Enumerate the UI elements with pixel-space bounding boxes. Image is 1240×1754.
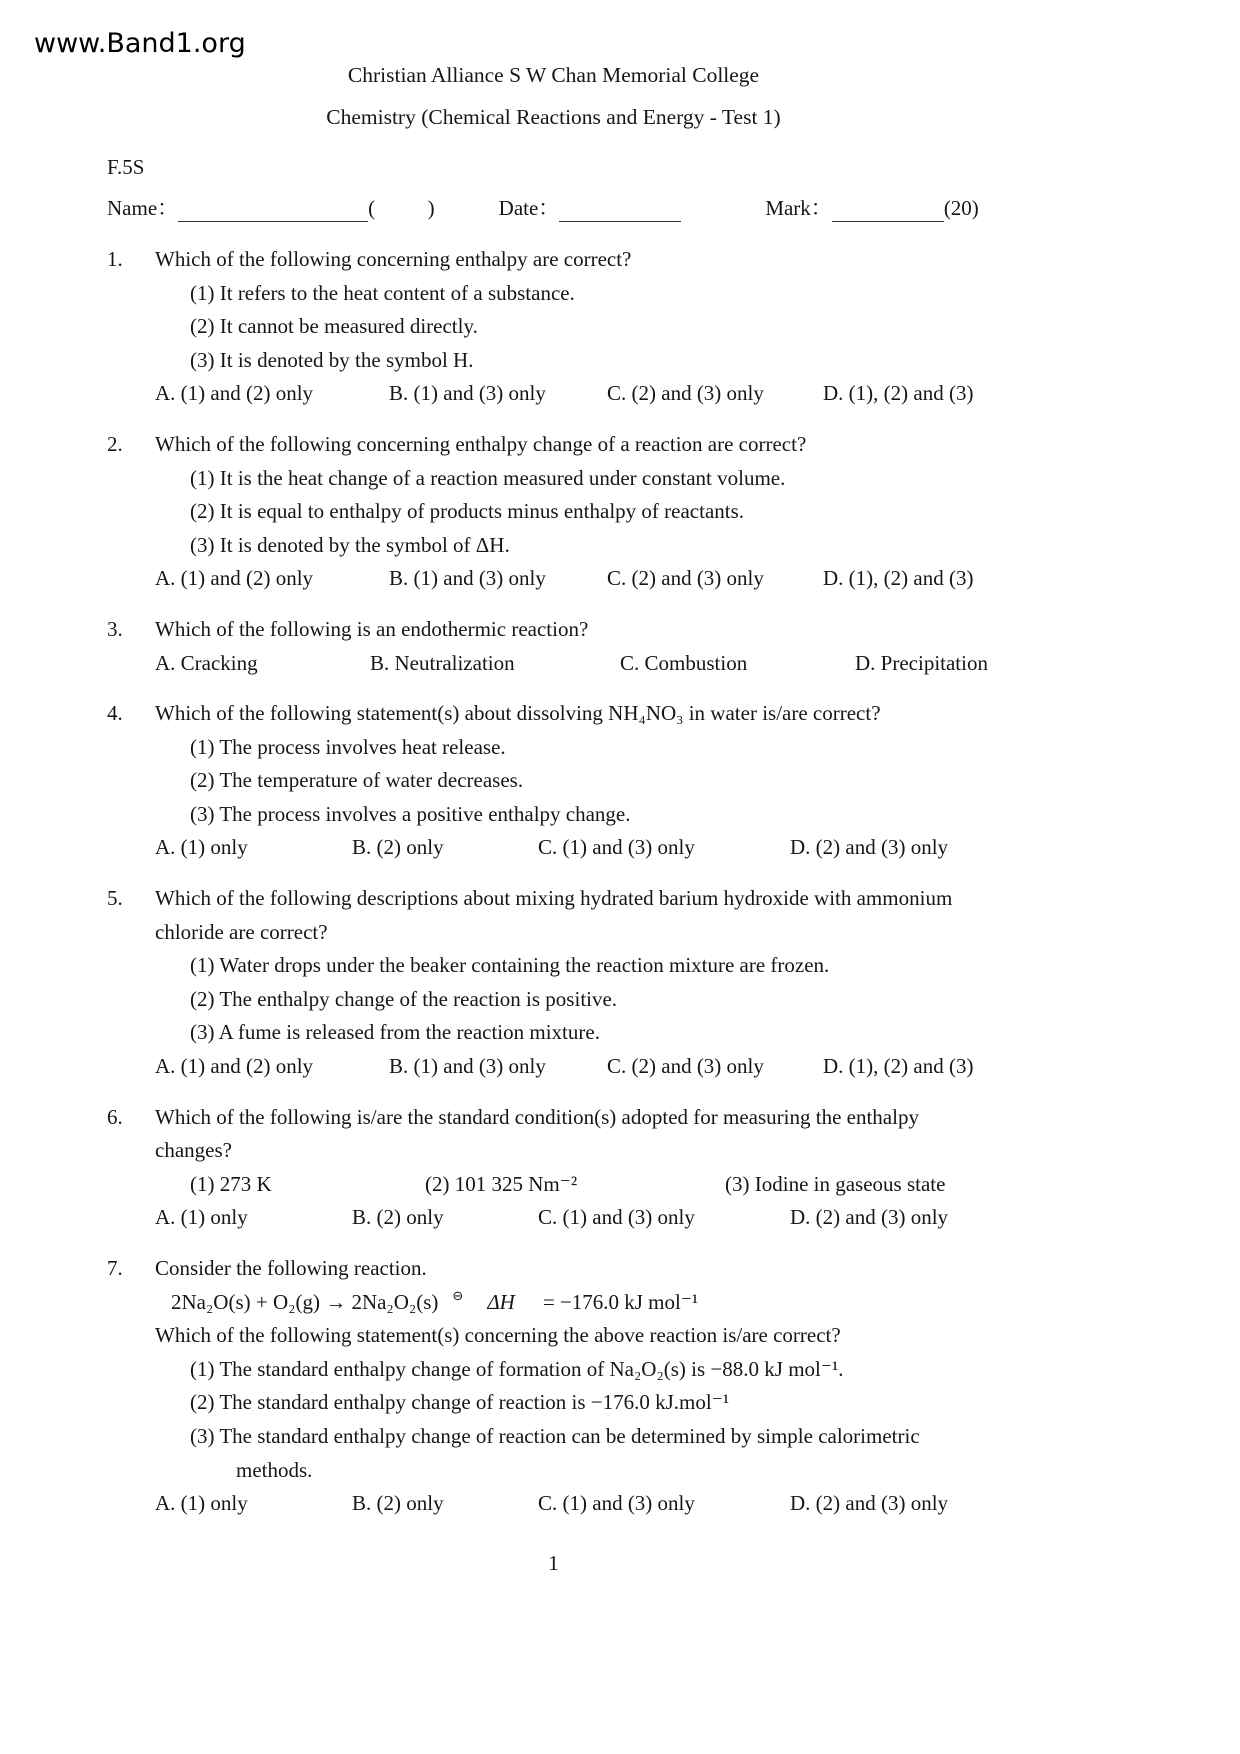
statement: (2) 101 325 Nm⁻² [425, 1171, 578, 1196]
statement: (3) It is denoted by the symbol of ΔH. [190, 532, 510, 557]
question-body [155, 697, 1000, 865]
question-number: 4. [107, 701, 123, 726]
question-body [155, 243, 1000, 411]
statement: (1) Water drops under the beaker containing the reaction mixture are frozen. [190, 953, 830, 978]
statement: (3) A fume is released from the reaction mixture. [190, 1020, 600, 1045]
option: D. (1), (2) and (3) [823, 566, 974, 591]
question-text-2: Which of the following statement(s) concerning the above reaction is/are correct? [155, 1323, 841, 1348]
option: A. (1) and (2) only [155, 381, 314, 406]
statements-row [155, 1168, 1000, 1202]
option: D. (2) and (3) only [790, 1491, 949, 1516]
watermark: www.Band1.org [34, 28, 246, 59]
question-text: Consider the following reaction. [155, 1256, 427, 1280]
reaction-equation [155, 1286, 1000, 1320]
mark-total: (20) [943, 196, 979, 221]
option: A. (1) only [155, 835, 248, 860]
statement: (1) It is the heat change of a reaction measured under constant volume. [190, 465, 786, 490]
option: C. (2) and (3) only [607, 566, 764, 591]
statement: (1) 273 K [190, 1171, 272, 1196]
questions-list [107, 243, 1000, 1521]
options-row [155, 377, 1000, 411]
question-number: 2. [107, 431, 123, 456]
option: D. (1), (2) and (3) [823, 1054, 974, 1079]
statements [155, 949, 1000, 1050]
option: C. (2) and (3) only [607, 381, 764, 406]
option: A. (1) only [155, 1491, 248, 1516]
mark-blank [832, 201, 944, 222]
question-text: Which of the following is an endothermic reaction? [155, 616, 589, 641]
question-number: 3. [107, 616, 123, 641]
question-number: 7. [107, 1256, 123, 1280]
statement: (2) The standard enthalpy change of reaction is −176.0 kJ.mol⁻¹ [190, 1390, 730, 1415]
option: D. (2) and (3) only [790, 1205, 949, 1230]
option: C. (2) and (3) only [607, 1054, 764, 1079]
option: B. (2) only [352, 1205, 444, 1230]
name-blank [178, 201, 368, 222]
class-form-label: F.5S [107, 154, 145, 179]
statement: (2) It is equal to enthalpy of products minus enthalpy of reactants. [190, 499, 745, 524]
options-row [155, 562, 1000, 596]
question-number: 5. [107, 886, 123, 911]
statement: (3) The standard enthalpy change of reaction can be determined by simple calorimetric methods. [190, 1423, 920, 1482]
option: B. (2) only [352, 1491, 444, 1516]
statement: (1) The standard enthalpy change of formation of Na₂O₂(s) is −88.0 kJ mol⁻¹. [190, 1356, 844, 1381]
option: B. (1) and (3) only [389, 381, 546, 406]
question-body [155, 428, 1000, 596]
statements [155, 1353, 1000, 1487]
statement: (2) The enthalpy change of the reaction is positive. [190, 986, 618, 1011]
equation-text: 2Na₂O(s) + O₂(g) → 2Na₂O₂(s) [171, 1289, 439, 1314]
option: D. (2) and (3) only [790, 835, 949, 860]
question-text: Which of the following is/are the standard condition(s) adopted for measuring the enthalpy changes? [155, 1104, 919, 1163]
question-body [155, 613, 1000, 680]
question [107, 1252, 1000, 1521]
school-name: Christian Alliance S W Chan Memorial College [347, 63, 760, 87]
question-text: Which of the following statement(s) about dissolving NH₄NO₃ in water is/are correct? [155, 701, 881, 726]
question [107, 882, 1000, 1084]
question-text: Which of the following concerning enthalpy are correct? [155, 246, 632, 271]
option: B. (1) and (3) only [389, 1054, 546, 1079]
question [107, 613, 1000, 680]
question [107, 428, 1000, 596]
option: D. Precipitation [855, 650, 988, 675]
standard-state-symbol: ⊖ [452, 1288, 464, 1304]
date-blank [559, 201, 681, 222]
option: B. (2) only [352, 835, 444, 860]
question-text: Which of the following concerning enthalpy change of a reaction are correct? [155, 431, 807, 456]
option: C. Combustion [620, 650, 748, 675]
statement: (3) It is denoted by the symbol H. [190, 347, 474, 372]
mark-label: Mark： [765, 196, 832, 221]
question [107, 1101, 1000, 1235]
question-body [155, 882, 1000, 1084]
options-row [155, 647, 1000, 681]
question-body [155, 1101, 1000, 1235]
statement: (3) The process involves a positive enthalpy change. [190, 801, 631, 826]
option: A. Cracking [155, 650, 258, 675]
option: C. (1) and (3) only [538, 835, 695, 860]
option: C. (1) and (3) only [538, 1205, 695, 1230]
question [107, 243, 1000, 411]
page-number: 1 [548, 1550, 559, 1575]
statement: (3) Iodine in gaseous state [725, 1171, 946, 1196]
class-number-paren: ( ) [368, 196, 435, 221]
name-label: Name： [107, 196, 179, 221]
enthalpy-value: = −176.0 kJ mol⁻¹ [542, 1289, 699, 1314]
option: A. (1) and (2) only [155, 566, 314, 591]
statement: (2) The temperature of water decreases. [190, 768, 524, 793]
statement: (1) The process involves heat release. [190, 734, 506, 759]
question [107, 697, 1000, 865]
option: A. (1) and (2) only [155, 1054, 314, 1079]
option: C. (1) and (3) only [538, 1491, 695, 1516]
options-row [155, 831, 1000, 865]
statements [155, 462, 1000, 563]
option: B. (1) and (3) only [389, 566, 546, 591]
options-row [155, 1201, 1000, 1235]
question-body [155, 1252, 1000, 1521]
options-row [155, 1487, 1000, 1521]
delta-h-symbol: ΔH [487, 1289, 515, 1314]
test-title: Chemistry (Chemical Reactions and Energy - Test 1) [326, 105, 781, 130]
options-row [155, 1050, 1000, 1084]
statement: (2) It cannot be measured directly. [190, 314, 478, 339]
option: D. (1), (2) and (3) [823, 381, 974, 406]
question-number: 1. [107, 246, 123, 271]
statement: (1) It refers to the heat content of a substance. [190, 280, 575, 305]
question-text: Which of the following descriptions about mixing hydrated barium hydroxide with ammonium chloride are correct? [155, 886, 953, 944]
statements [155, 277, 1000, 378]
question-number: 6. [107, 1104, 123, 1129]
info-line [107, 192, 1000, 226]
option: B. Neutralization [370, 650, 515, 675]
statements [155, 731, 1000, 832]
option: A. (1) only [155, 1205, 248, 1230]
date-label: Date： [498, 196, 560, 221]
